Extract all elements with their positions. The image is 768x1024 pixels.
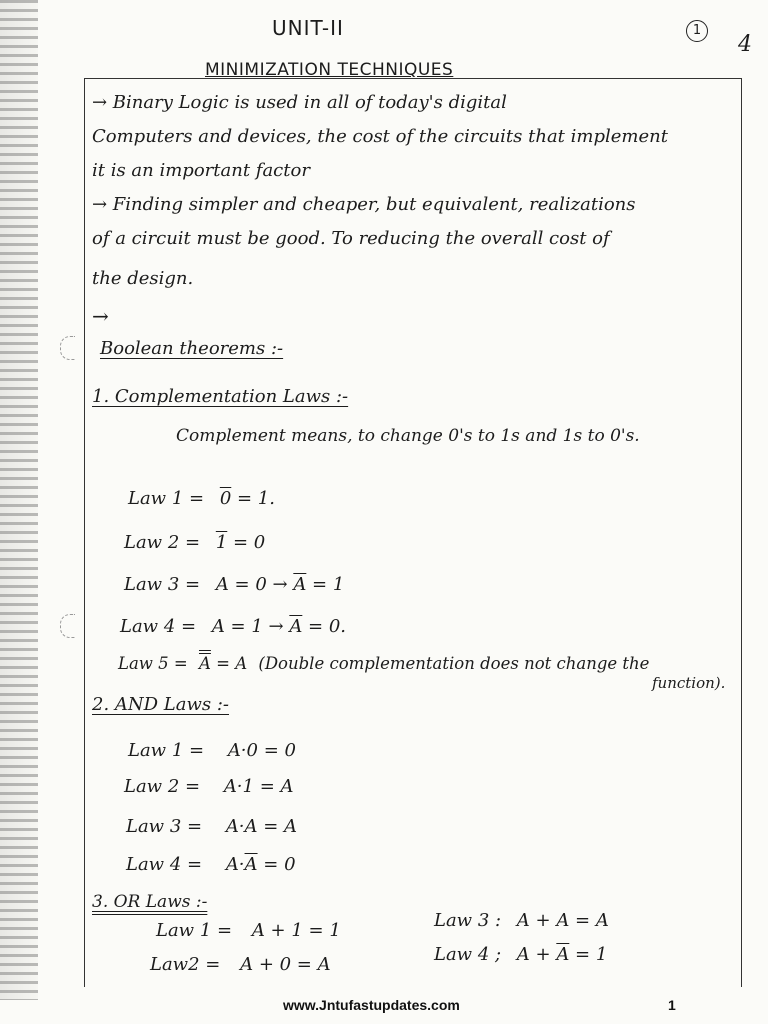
law-label: Law 2 = — [124, 776, 201, 797]
law-expression: A + 1 = 1 — [251, 920, 341, 941]
subsection-heading: 3. OR Laws :- — [92, 892, 208, 912]
law-expression: A·0 = 0 — [227, 740, 296, 761]
law-label: Law2 = — [150, 954, 221, 975]
law-result: = 1. — [231, 488, 275, 509]
intro-line: → Finding simpler and cheaper, but equivalent, realizations — [92, 194, 636, 215]
overbar-term: 0 — [219, 488, 232, 509]
arrow-bullet: → — [92, 304, 109, 328]
law-label: Law 3 = — [126, 816, 203, 837]
overbar-term: $\overline{A}$ — [244, 854, 258, 875]
binding-mark — [60, 336, 75, 360]
law-note: (Double complementation does not change the — [258, 654, 650, 673]
law-row — [128, 742, 296, 760]
binding-edge — [0, 0, 38, 1000]
section-heading: Boolean theorems :- — [100, 338, 284, 359]
law-label: Law 4 = — [120, 616, 197, 637]
intro-line: → Binary Logic is used in all of today's digital — [92, 92, 507, 113]
law-result: = A — [210, 654, 248, 673]
intro-line: of a circuit must be good. To reducing the overall cost of — [92, 228, 610, 249]
circled-page-number: 1 — [686, 20, 708, 42]
law-row — [434, 912, 609, 930]
law-label: Law 3 = — [124, 574, 201, 595]
unit-label: UNIT-II — [272, 16, 344, 40]
law-note: function). — [652, 674, 726, 692]
law-result: = 1 — [306, 574, 345, 595]
overbar-term: A — [198, 654, 211, 673]
overbar-term: 1 — [215, 532, 228, 553]
law-expression: A·1 = A — [223, 776, 294, 797]
law-row — [126, 856, 296, 874]
law-label: Law 4 ; — [434, 944, 502, 965]
intro-line: Computers and devices, the cost of the circuits that implement — [92, 126, 668, 147]
overbar-term: $\overline{A}$ — [556, 944, 570, 965]
law-row — [124, 778, 294, 796]
law-label: Law 5 = — [118, 654, 188, 673]
law-label: Law 1 = — [156, 920, 233, 941]
law-row — [124, 576, 344, 594]
law-row — [126, 818, 297, 836]
subsection-heading: 2. AND Laws :- — [92, 694, 229, 715]
law-label: Law 2 = — [124, 532, 201, 553]
law-label: Law 1 = — [128, 488, 205, 509]
intro-line: the design. — [92, 268, 194, 289]
overbar-term: $\overline{A}$ — [289, 616, 303, 637]
law-result: = 0 — [257, 854, 296, 875]
law-expression: A + 0 = A — [240, 954, 331, 975]
law-row — [150, 956, 331, 974]
law-label: Law 1 = — [128, 740, 205, 761]
law-label: Law 3 : — [434, 910, 502, 931]
law-result: = 1 — [569, 944, 608, 965]
overbar-term: $\overline{A}$ — [293, 574, 307, 595]
law-row — [128, 490, 275, 508]
law-condition: A = 0 → — [215, 574, 294, 595]
intro-line: it is an important factor — [92, 160, 310, 181]
footer-page-number: 1 — [668, 997, 676, 1013]
law-expression: A + A = A — [516, 910, 609, 931]
law-row — [434, 946, 607, 964]
law-condition: A· — [225, 854, 245, 875]
binding-mark — [60, 614, 75, 638]
corner-page-number: 4 — [738, 32, 752, 57]
law-condition: A + — [516, 944, 557, 965]
page-title: MINIMIZATION TECHNIQUES — [205, 60, 454, 80]
law-row — [124, 534, 265, 552]
definition-text: Complement means, to change 0's to 1s and 1s to 0's. — [176, 426, 640, 446]
law-row — [120, 618, 346, 636]
law-condition: A = 1 → — [211, 616, 290, 637]
law-expression: A·A = A — [225, 816, 298, 837]
law-label: Law 4 = — [126, 854, 203, 875]
law-row — [156, 922, 341, 940]
law-result: = 0 — [227, 532, 266, 553]
law-result: = 0. — [302, 616, 347, 637]
footer-website: www.Jntufastupdates.com — [283, 997, 460, 1013]
law-row — [118, 656, 649, 673]
subsection-heading: 1. Complementation Laws :- — [92, 386, 349, 407]
